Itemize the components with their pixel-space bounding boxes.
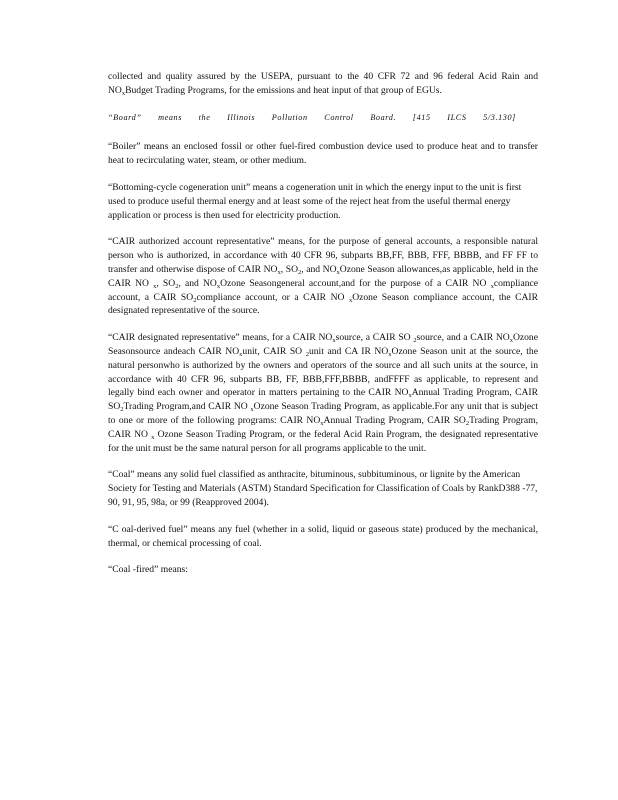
definition-bottoming-cycle: “Bottoming-cycle cogeneration unit” means a cogeneration unit in which the energy input to the unit is first used to produce useful thermal energy and at least some of the reject heat from the useful thermal energy application or process is then used for electricity production. (108, 181, 522, 221)
definition-boiler: “Boiler” means an enclosed fossil or other fuel-fired combustion device used to produce heat and to transfer heat to recirculating water, steam, or other medium. (108, 141, 538, 167)
document-body (108, 70, 538, 590)
definition-board: “Board” means the Illinois Pollution Control Board. [415 ILCS 5/3.130] (108, 112, 516, 122)
definition-coal-derived-fuel: “C oal-derived fuel” means any fuel (whether in a solid, liquid or gaseous state) produced by the mechanical, thermal, or chemical processing of coal. (108, 523, 538, 549)
definition-cair-designated-rep: “CAIR designated representative” means, for a CAIR $NO_xsource$, a CAIR SO $_2$source, and a CAIR $NO_xOzone$ Seasonsource andeach CAIR $NO_xunit$, CAIR SO $_2$unit and CA IR $NO_xOzone$ Season unit at the source, the natural personwho is authorized by the owners and operators of the source and all such units at the source, in accordance with 40 CFR 96, subparts BB, FF, BBB,FFF,BBBB, andFFFF as applicable, to represent and legally bind each owner and operator in matters pertaining to the CAIR $NO_xAnnual$ Trading Program, CAIR $SO_2Trading$ Program,and CAIR NO $_x$Ozone Season Trading Program, as applicable.For any unit that is subject to one or more of the following programs: CAIR $NO_xAnnual$ Trading Program, CAIR $SO_2Trading$ Program, CAIR NO $_x$ Ozone Season Trading Program, or the federal Acid Rain Program, the designated representative for the unit must be the same natural person for all programs applicable to the unit. (108, 332, 538, 454)
definition-coal: “Coal” means any solid fuel classified as anthracite, bituminous, subbituminous, or lignite by the American Society for Testing and Materials (ASTM) Standard Specification for Classification of Coals by RankD388 -77, 90, 91, 95, 98a, or 99 (Reapproved 2004). (108, 469, 538, 508)
paragraph-continuation: collected and quality assured by the USEPA, pursuant to the 40 CFR 72 and 96 federal Acid Rain and $NO_xBudget$ Trading Programs, for the emissions and heat input of that group of EGUs. (108, 71, 538, 97)
definition-coal-fired: “Coal -fired” means: (108, 564, 188, 576)
definition-cair-authorized-account-rep: “CAIR authorized account representative” means, for the purpose of general accounts, a responsible natural person who is authorized, in accordance with 40 CFR 96, subparts BB,FF, BBB, FFF, BBBB, and FF FF to transfer and otherwise dispose of CAIR $NO_x$, $SO_2$, and $NO_xOzone$ Season allowances,as applicable, held in the CAIR NO $_x$, $SO_2$, and $NO_xOzone$ Seasongeneral account,and for the purpose of a CAIR NO $_x$compliance account, a CAIR $SO_2compliance$ account, or a CAIR NO $_x$Ozone Season compliance account, the CAIR designated representative of the source. (108, 236, 539, 317)
